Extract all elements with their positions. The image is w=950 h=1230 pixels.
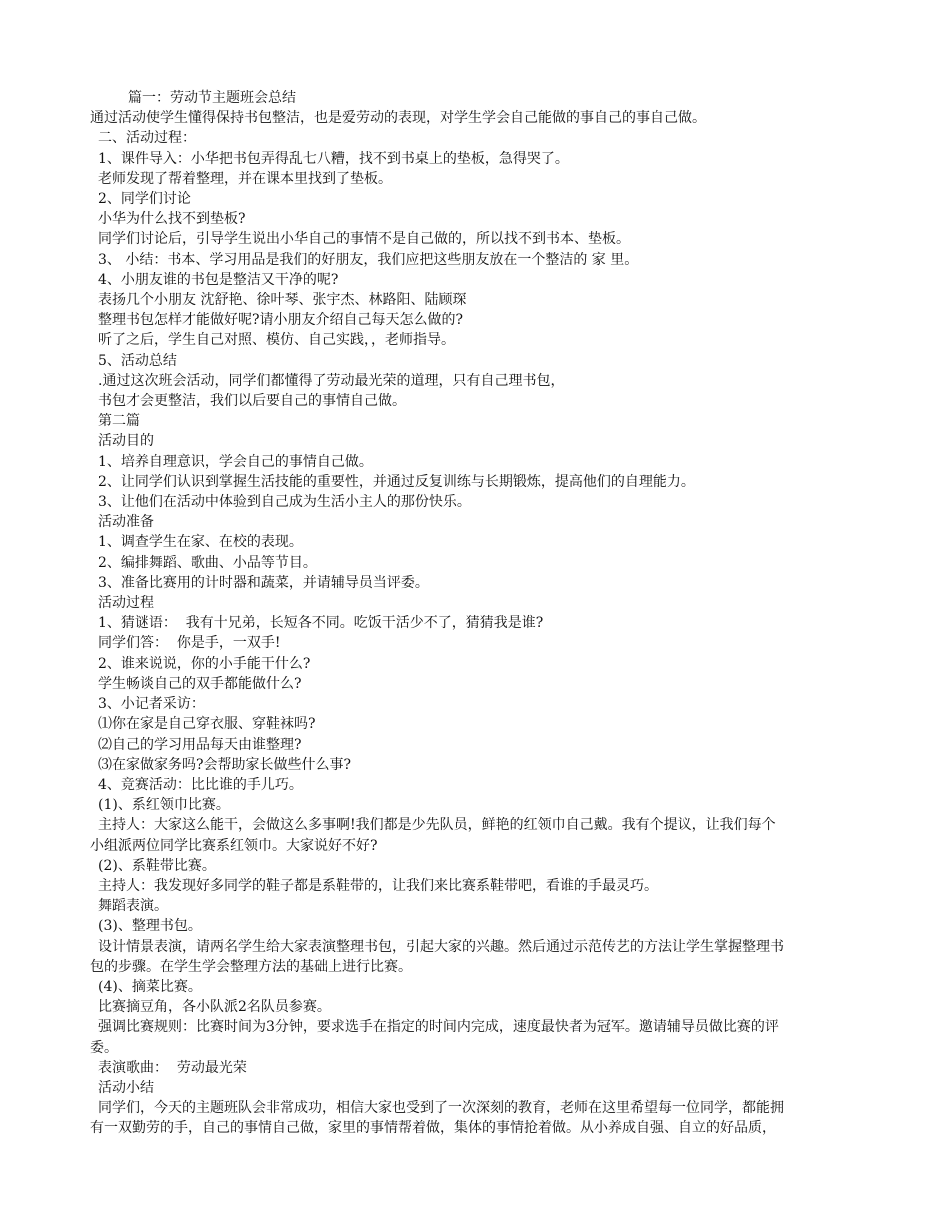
text-line: 同学们答： 你是手，一双手! — [98, 635, 281, 652]
text-line: 有一双勤劳的手，自己的事情自己做，家里的事情帮着做，集体的事情抢着做。从小养成自强、自立的好品质， — [90, 1120, 776, 1137]
text-line: 二、活动过程： — [98, 130, 196, 147]
text-line: 3、准备比赛用的计时器和蔬菜，并请辅导员当评委。 — [98, 574, 429, 591]
text-line: 活动过程 — [98, 595, 154, 612]
text-line: 2、让同学们认识到掌握生活技能的重要性，并通过反复训练与长期锻炼，提高他们的自理能力。 — [98, 473, 695, 490]
text-line: 2、编排舞蹈、歌曲、小品等节目。 — [98, 554, 317, 571]
document-title: 篇一：劳动节主题班会总结 — [128, 90, 296, 106]
text-line: 同学们讨论后，引导学生说出小华自己的事情不是自己做的，所以找不到书本、垫板。 — [98, 231, 630, 248]
text-line: 表演歌曲： 劳动最光荣 — [98, 1059, 247, 1076]
text-line: 4、小朋友谁的书包是整洁又干净的呢? — [98, 271, 339, 288]
text-line: (1)、系红领巾比赛。 — [98, 797, 230, 814]
text-line: 书包才会更整洁，我们以后要自己的事情自己做。 — [98, 393, 406, 410]
text-line: (4)、摘菜比赛。 — [98, 978, 202, 995]
text-line: 主持人：大家这么能干，会做这么多事啊!我们都是少先队员，鲜艳的红领巾自己戴。我有个提议，让我们每个 — [98, 817, 776, 834]
text-line: 表扬几个小朋友 沈舒艳、徐叶琴、张宇杰、林路阳、陆顾琛 — [98, 292, 467, 309]
text-line: 1、调查学生在家、在校的表现。 — [98, 534, 303, 551]
text-line: (3)、整理书包。 — [98, 918, 202, 935]
text-line: (2)、系鞋带比赛。 — [98, 857, 216, 874]
text-line: .通过这次班会活动，同学们都懂得了劳动最光荣的道理，只有自己理书包， — [98, 372, 565, 389]
text-line: 活动小结 — [98, 1079, 154, 1096]
text-line: 小华为什么找不到垫板? — [98, 211, 246, 228]
text-line: ⑶在家做家务吗?会帮助家长做些什么事? — [98, 756, 352, 773]
text-line: 小组派两位同学比赛系红领巾。大家说好不好? — [90, 837, 378, 854]
text-line: 2、谁来说说，你的小手能干什么? — [98, 655, 311, 672]
text-line: 老师发现了帮着整理，并在课本里找到了垫板。 — [98, 170, 392, 187]
text-line: 听了之后，学生自己对照、模仿、自己实践，，老师指导。 — [98, 332, 455, 349]
text-line: 3、让他们在活动中体验到自己成为生活小主人的那份快乐。 — [98, 494, 471, 511]
text-line: 整理书包怎样才能做好呢?请小朋友介绍自己每天怎么做的? — [98, 312, 464, 329]
text-line: 设计情景表演，请两名学生给大家表演整理书包，引起大家的兴趣。然后通过示范传艺的方法让学生掌握整理书 — [98, 938, 784, 955]
text-line: 2、同学们讨论 — [98, 191, 191, 208]
text-line: 4、竞赛活动：比比谁的手儿巧。 — [98, 776, 303, 793]
text-line: 1、课件导入：小华把书包弄得乱七八糟，找不到书桌上的垫板，急得哭了。 — [98, 150, 569, 167]
text-line: 包的步骤。在学生学会整理方法的基础上进行比赛。 — [90, 958, 412, 975]
text-line: 强调比赛规则：比赛时间为3分钟，要求选手在指定的时间内完成，速度最快者为冠军。邀请辅导员做比赛的评 — [98, 1019, 779, 1036]
text-line: 比赛摘豆角，各小队派2名队员参赛。 — [98, 999, 331, 1016]
text-line: 主持人：我发现好多同学的鞋子都是系鞋带的，让我们来比赛系鞋带吧，看谁的手最灵巧。 — [98, 877, 658, 894]
text-line: 3、小记者采访： — [98, 696, 205, 713]
text-line: 舞蹈表演。 — [98, 898, 168, 915]
text-line: 第二篇 — [98, 413, 140, 430]
text-line: 3、 小结：书本、学习用品是我们的好朋友，我们应把这些朋友放在一个整洁的 家 里。 — [98, 251, 639, 268]
text-line: 委。 — [90, 1039, 118, 1056]
text-line: 通过活动使学生懂得保持书包整洁，也是爱劳动的表现，对学生学会自己能做的事自己的事自己做。 — [90, 110, 706, 127]
text-line: 学生畅谈自己的双手都能做什么? — [98, 675, 302, 692]
text-line: 5、活动总结 — [98, 352, 177, 369]
text-line: 1、猜谜语： 我有十兄弟，长短各不同。吃饭干活少不了，猜猜我是谁? — [98, 615, 544, 632]
text-line: 1、培养自理意识，学会自己的事情自己做。 — [98, 453, 373, 470]
document-body — [90, 88, 870, 1139]
text-line: ⑴你在家是自己穿衣服、穿鞋袜吗? — [98, 716, 316, 733]
text-line: 活动准备 — [98, 514, 154, 531]
text-line: 同学们，今天的主题班队会非常成功，相信大家也受到了一次深刻的教育，老师在这里希望每一位同学，都能拥 — [98, 1100, 784, 1117]
text-line: ⑵自己的学习用品每天由谁整理? — [98, 736, 302, 753]
text-line: 活动目的 — [98, 433, 154, 450]
